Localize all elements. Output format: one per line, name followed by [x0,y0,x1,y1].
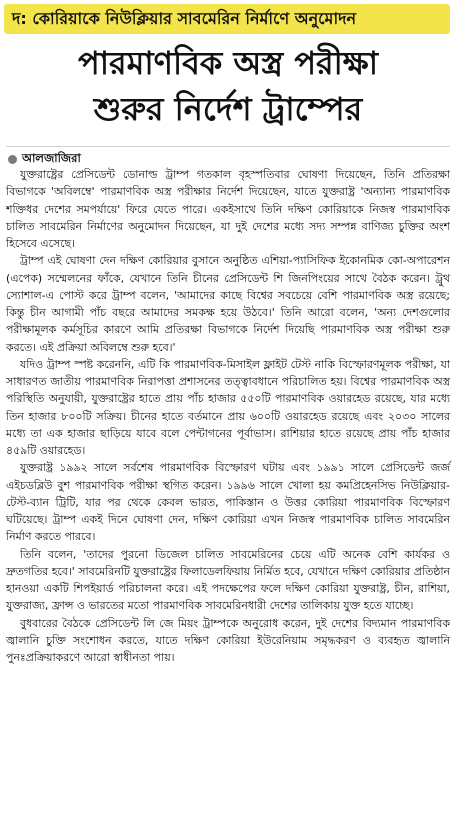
paragraph: যুক্তরাষ্ট্র ১৯৯২ সালে সর্বশেষ পারমাণবিক বিস্ফোরণ ঘটায় এবং ১৯৯১ সালে প্রেসিডেন্ট জর্জ এইচডব্লিউ বুশ পারমাণবিক পরীক্ষা স্থগিত করেন। ১৯৯৬ সালে খোলা হয় কমপ্রিহেনসিভ নিউক্লিয়ার-টেস্ট-ব্যান ট্রিটি, যার পর থেকে কেবল ভারত, পাকিস্তান ও উত্তর কোরিয়া পারমাণবিক বিস্ফোরণ ঘটিয়েছে। ট্রাম্প একই দিনে ঘোষণা দেন, দক্ষিণ কোরিয়া এখন নিজস্ব পারমাণবিক চালিত সাবমেরিন নির্মাণ করতে পারবে। [6,461,450,544]
paragraph: বুধবারের বৈঠকে প্রেসিডেন্ট লি জে মিয়ং ট্রাম্পকে অনুরোধ করেন, দুই দেশের বিদ্যমান পারমাণবিক জ্বালানি চুক্তি সংশোধন করতে, যাতে দক্ষিণ কোরিয়া ইউরেনিয়াম সমৃদ্ধকরণ ও ব্যবহৃত জ্বালানি পুনঃপ্রক্রিয়াকরণে আরো স্বাধীনতা পায়। [6,616,450,664]
bullet-icon [8,155,17,164]
byline-source: আলজাজিরা [22,151,81,165]
headline-line-1: পারমাণবিক অস্ত্র পরীক্ষা [77,44,379,82]
headline [0,40,456,132]
article-body [6,166,450,666]
paragraph: যুক্তরাষ্ট্রের প্রেসিডেন্ট ডোনাল্ড ট্রাম্প গতকাল বৃহস্পতিবার ঘোষণা দিয়েছেন, তিনি প্রতিরক্ষা বিভাগকে 'অবিলম্বে' পারমাণবিক অস্ত্র পরীক্ষার নির্দেশ দিয়েছেন, যাতে যুক্তরাষ্ট্র 'অন্যান্য পারমাণবিক শক্তিধর দেশের সমপর্যায়ে' ফিরে যেতে পারে। একইসাথে তিনি দক্ষিণ কোরিয়াকে নিজস্ব পারমাণবিক চালিত সাবমেরিন নির্মাণের অনুমোদন দিয়েছেন, যা দুই দেশের মধ্যে সদ্য সম্পন্ন বাণিজ্য চুক্তির অংশ হিসেবে এসেছে। [6,168,450,250]
paragraph: ট্রাম্প এই ঘোষণা দেন দক্ষিণ কোরিয়ার বুসানে অনুষ্ঠিত এশিয়া-প্যাসিফিক ইকোনমিক কো-অপারেশন (এপেক) সম্মেলনের ফাঁকে, যেখানে তিনি চীনের প্রেসিডেন্ট শি জিনপিংয়ের সাথে বৈঠক করেন। ট্রুথ স্যোশাল-এ পোস্ট করে ট্রাম্প বলেন, 'আমাদের কাছে বিশ্বের সবচেয়ে বেশি পারমাণবিক অস্ত্র রয়েছে; কিন্তু চীন আগামী পাঁচ বছরে আমাদের সমকক্ষ হয়ে উঠবে।' তিনি আরো বলেন, 'অন্য দেশগুলোর পরীক্ষামূলক কর্মসূচির কারণে আমি প্রতিরক্ষা বিভাগকে নির্দেশ দিয়েছি পারমাণবিক অস্ত্র পরীক্ষা শুরু করতে। এই প্রক্রিয়া অবিলম্বে শুরু হবে।' [6,254,450,354]
paragraph: যদিও ট্রাম্প স্পষ্ট করেননি, এটি কি পারমাণবিক-মিসাইল ফ্লাইট টেস্ট নাকি বিস্ফোরণমূলক পরীক্ষা, যা সাধারণত জাতীয় পারমাণবিক নিরাপত্তা প্রশাসনের তত্ত্বাবধানে পরিচালিত হয়। বিশ্বের পারমাণবিক অস্ত্র পরিস্থিতি অনুযায়ী, যুক্তরাষ্ট্রের হাতে প্রায় পাঁচ হাজার ৫৫০টি পারমাণবিক ওয়ারহেড রয়েছে, যার মধ্যে তিন হাজার ৮০০টি সক্রিয়। চীনের হাতে বর্তমানে প্রায় ৬০০টি ওয়ারহেড রয়েছে এবং ২০৩০ সালের মধ্যে তা এক হাজার ছাড়িয়ে যাবে বলে পেন্টাগনের পূর্বাভাস। রাশিয়ার হাতে রয়েছে প্রায় পাঁচ হাজার ৪৫৯টি ওয়ারহেড। [6,357,450,457]
paragraph: তিনি বলেন, 'তাদের পুরনো ডিজেল চালিত সাবমেরিনের চেয়ে এটি অনেক বেশি কার্যকর ও দ্রুতগতির হবে।' সাবমেরিনটি যুক্তরাষ্ট্রের ফিলাডেলফিয়ায় নির্মিত হবে, যেখানে দক্ষিণ কোরিয়ার প্রতিষ্ঠান হানওয়া একটি শিপইয়ার্ড পরিচালনা করে। এই পদক্ষেপের ফলে দক্ষিণ কোরিয়া যুক্তরাষ্ট্র, চীন, রাশিয়া, যুক্তরাজ্য, ফ্রান্স ও ভারতের মতো পারমাণবিক সাবমেরিনধারী দেশের তালিকায় যুক্ত হতে যাচ্ছে। [6,547,450,613]
headline-line-2: শুরুর নির্দেশ ট্রাম্পের [93,90,363,128]
kicker-banner: দ: কোরিয়াকে নিউক্লিয়ার সাবমেরিন নির্মাণে অনুমোদন [4,4,450,34]
divider [6,146,450,147]
